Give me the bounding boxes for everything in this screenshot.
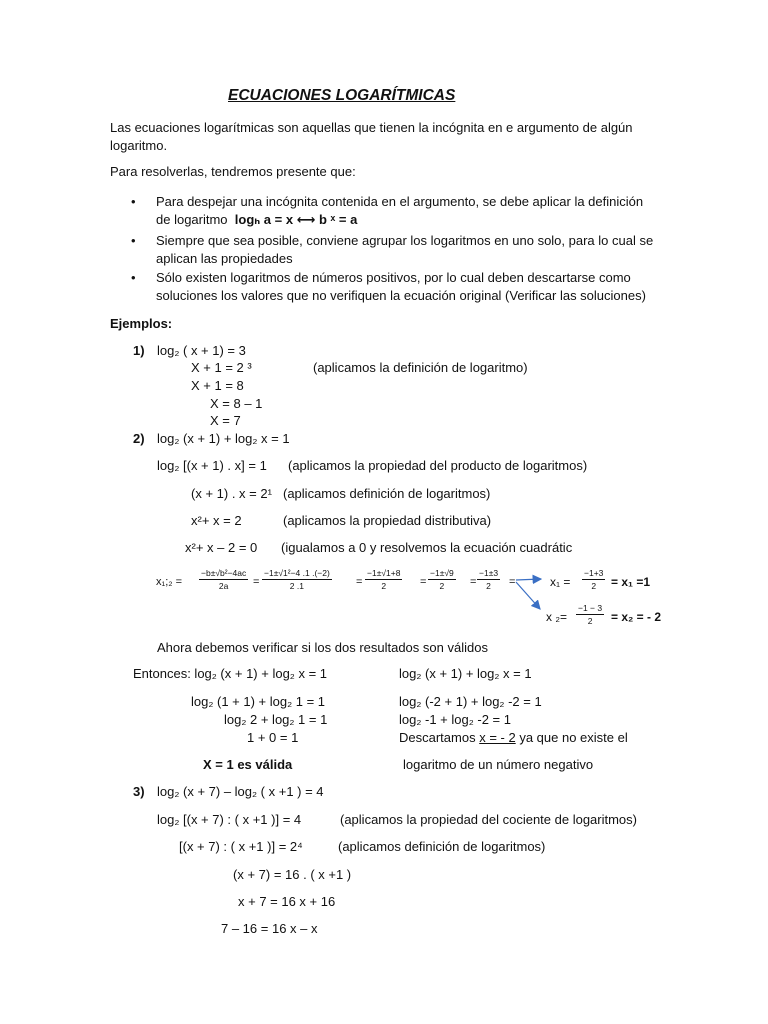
x1-fraction: [582, 568, 605, 591]
discard-reason: ya que no existe el: [515, 730, 628, 745]
bullet-2-line-1: Siempre que sea posible, conviene agrupar los logaritmos en uno solo, para lo cual se: [156, 233, 654, 248]
x2-label: x ₂=: [546, 610, 567, 624]
equals-sign: =: [470, 576, 477, 588]
example-2-step-2-note: (aplicamos definición de logaritmos): [283, 486, 491, 501]
page-title: ECUACIONES LOGARÍTMICAS: [228, 87, 456, 104]
example-3-step-5: 7 – 16 = 16 x – x: [221, 921, 318, 936]
bullet-3-line-1: Sólo existen logaritmos de números positivos, por lo cual deben descartarse como: [156, 270, 631, 285]
bullet-dot: •: [131, 194, 136, 209]
verify-left-line-3: log₂ 2 + log₂ 1 = 1: [224, 712, 328, 727]
verify-left-line-4: 1 + 0 = 1: [247, 730, 299, 745]
x1-result: = x₁ =1: [611, 575, 650, 589]
example-2-step-1-note: (aplicamos la propiedad del producto de logaritmos): [288, 458, 588, 473]
fraction-denominator: 2: [439, 581, 445, 591]
fraction-numerator: −b±√b²−4ac: [201, 568, 247, 578]
intro-line-1: Las ecuaciones logarítmicas son aquellas que tienen la incógnita en e argumento de algún: [110, 120, 633, 135]
intro-paragraph: Para resolverlas, tendremos presente que:: [110, 164, 356, 179]
fraction-denominator: 2: [591, 581, 597, 591]
fraction-numerator: −1±√1+8: [367, 568, 401, 578]
x1-label: x₁ =: [550, 575, 571, 589]
fraction-denominator: 2: [486, 581, 491, 591]
example-2-equation: log₂ (x + 1) + log₂ x = 1: [157, 431, 290, 446]
fraction-numerator: −1±3: [479, 568, 499, 578]
examples-heading: Ejemplos:: [110, 316, 173, 331]
verify-left-line-1: Entonces: log₂ (x + 1) + log₂ x = 1: [133, 666, 328, 681]
example-3-step-1-note: (aplicamos la propiedad del cociente de logaritmos): [340, 812, 637, 827]
verify-right-line-5: logaritmo de un número negativo: [403, 757, 594, 772]
example-3-equation: log₂ (x + 7) – log₂ ( x +1 ) = 4: [157, 784, 324, 799]
example-1-step-3: X = 8 – 1: [210, 396, 263, 411]
example-2-step-3: x²+ x = 2: [191, 513, 242, 528]
fraction-numerator: −1±√1²−4 .1 .(−2): [264, 568, 330, 578]
example-3-step-2: [(x + 7) : ( x +1 )] = 2⁴: [179, 839, 303, 854]
example-2-step-2: (x + 1) . x = 2¹: [191, 486, 272, 501]
fraction-denominator: 2: [587, 616, 593, 626]
verify-left-line-2: log₂ (1 + 1) + log₂ 1 = 1: [191, 694, 326, 709]
verify-right-line-4: [399, 729, 628, 746]
formula-lhs: x₁;₂ =: [156, 576, 183, 588]
verify-right-line-1: log₂ (x + 1) + log₂ x = 1: [399, 666, 532, 681]
verify-text: Ahora debemos verificar si los dos resultados son válidos: [157, 640, 488, 655]
x2-result: = x₂ = - 2: [611, 610, 662, 624]
example-3-step-4: x + 7 = 16 x + 16: [238, 894, 336, 909]
arrow-to-x1: [516, 579, 541, 580]
bullet-dot: •: [131, 233, 136, 248]
bullet-1-line-1: Para despejar una incógnita contenida en el argumento, se debe aplicar la definición: [156, 194, 644, 209]
log-definition-formula: logₕ a = x ⟷ b ˣ = a: [234, 212, 358, 227]
bullet-1-text: de logaritmo: [156, 212, 228, 227]
example-2-step-3-note: (aplicamos la propiedad distributiva): [283, 513, 492, 528]
equals-sign: =: [253, 576, 260, 588]
example-1-step-1: X + 1 = 2 ³: [191, 360, 252, 375]
example-3-number: 3): [133, 784, 145, 799]
arrow-to-x2: [516, 582, 540, 609]
verify-right-line-2: log₂ (-2 + 1) + log₂ -2 = 1: [399, 694, 542, 709]
bullet-dot: •: [131, 270, 136, 285]
example-1-equation: log₂ ( x + 1) = 3: [157, 343, 246, 358]
example-2-step-4: x²+ x – 2 = 0: [185, 540, 258, 555]
example-1-step-1-note: (aplicamos la definición de logaritmo): [313, 360, 528, 375]
equals-sign: =: [420, 576, 427, 588]
example-1-number: 1): [133, 343, 145, 358]
fraction-denominator: 2a: [218, 581, 229, 591]
discarded-value: x = - 2: [479, 730, 516, 745]
bullet-2-line-2: aplican las propiedades: [156, 251, 293, 266]
example-2-number: 2): [133, 431, 145, 446]
intro-line-2: logaritmo.: [110, 138, 168, 153]
fraction-numerator: −1+3: [584, 568, 604, 578]
example-3-step-1: log₂ [(x + 7) : ( x +1 )] = 4: [157, 812, 302, 827]
valid-solution: X = 1 es válida: [203, 757, 293, 772]
example-3-step-2-note: (aplicamos definición de logaritmos): [338, 839, 546, 854]
example-2-step-4-note: (igualamos a 0 y resolvemos la ecuación cuadrátic: [281, 540, 573, 555]
x2-fraction: [576, 603, 604, 626]
bullet-3-line-2: soluciones los valores que no verifiquen la ecuación original (Verificar las soluciones): [156, 288, 646, 303]
fraction-denominator: 2 .1: [289, 581, 304, 591]
equals-sign: =: [356, 576, 363, 588]
discard-text: Descartamos: [399, 730, 480, 745]
example-1-step-4: X = 7: [210, 413, 241, 428]
verify-right-line-3: log₂ -1 + log₂ -2 = 1: [399, 712, 511, 727]
fraction-numerator: −1±√9: [430, 568, 454, 578]
example-1-step-2: X + 1 = 8: [191, 378, 244, 393]
example-2-step-1: log₂ [(x + 1) . x] = 1: [157, 458, 267, 473]
fraction-denominator: 2: [381, 581, 387, 591]
equals-sign: =: [509, 576, 516, 588]
example-3-step-3: (x + 7) = 16 . ( x +1 ): [233, 867, 352, 882]
fraction-numerator: −1 − 3: [578, 603, 603, 613]
